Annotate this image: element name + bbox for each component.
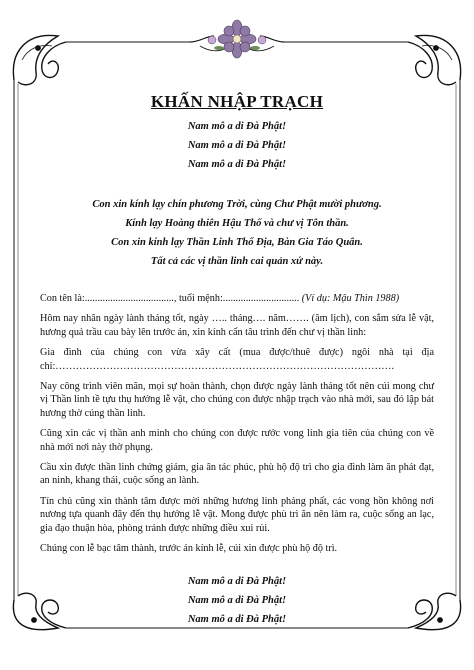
paragraph: Chúng con lễ bạc tâm thành, trước án kính lễ, cúi xin được phù hộ độ trì. <box>40 543 338 555</box>
invocation-line: Nam mô a di Đà Phật! <box>187 140 287 151</box>
paragraph: Cầu xin được thần linh chứng giám, gia ân tác phúc, phù hộ độ trì cho gia đình làm ăn phát đạt, an ninh, khang thái, cuộc sống an lành. <box>40 462 434 487</box>
document-body <box>40 92 434 629</box>
document-title: KHẤN NHẬP TRẠCH <box>150 92 324 111</box>
invocation-line: Nam mô a di Đà Phật! <box>187 121 287 132</box>
name-line-text: Con tên là:..................................., tuổi mệnh:.............................. <box>40 293 300 304</box>
invocation-line: Nam mô a di Đà Phật! <box>187 575 287 587</box>
corner-flourish-top-left <box>13 35 66 84</box>
invocation-line: Nam mô a di Đà Phật! <box>187 159 287 170</box>
name-line-example: (Ví dụ: Mậu Thìn 1988) <box>301 293 400 304</box>
name-line <box>40 292 434 305</box>
salutation-line: Con xin kính lạy chín phương Trời, cùng Chư Phật mười phương. <box>92 199 382 210</box>
paragraph: Cũng xin các vị thần anh minh cho chúng con được rước vong linh gia tiên của chúng con về nhà mới nơi này thờ phụng. <box>40 428 434 453</box>
opening-invocations <box>40 117 434 174</box>
salutation-line: Tất cả các vị thần linh cai quản xứ này. <box>150 256 324 267</box>
salutation-line: Kính lạy Hoàng thiên Hậu Thổ và chư vị Tôn thần. <box>125 218 349 229</box>
invocation-line: Nam mô a di Đà Phật! <box>187 613 287 625</box>
paragraph: Tín chủ cũng xin thành tâm được mời những hương linh phảng phất, các vong hồn không nơi nương tựa quanh đây đến thụ hưởng lễ vật. Mong được phù trì ăn nên làm ra, cuộc sống an lạc, gia đạo thuận hòa, phòng tránh được những điều xui rủi. <box>40 495 434 534</box>
corner-flourish-top-right <box>408 35 461 84</box>
salutation-block <box>40 195 434 271</box>
paragraph: Nay công trình viên mãn, mọi sự hoàn thành, chọn được ngày lành tháng tốt nên cúi mong chư vị Thần linh tề tựu thụ hưởng lễ vật, cho chúng con được nhập trạch vào nhà mới, sau đó lập bát hương thờ cúng thần linh. <box>40 381 434 419</box>
paragraph: Gia đình của chúng con vừa xây cất (mua được/thuê được) ngôi nhà tại địa chỉ:………………………………………………………………………………………. <box>40 347 434 372</box>
paragraph: Hôm nay nhân ngày lành tháng tốt, ngày ….. tháng…. năm……. (âm lịch), con sắm sửa lễ vật, hương quả trầu cau bày lên trước án, xin kính cẩn tâu trình đến chư vị thần linh: <box>40 313 434 338</box>
flower-ornament-icon <box>190 20 284 58</box>
closing-invocations <box>40 572 434 629</box>
invocation-line: Nam mô a di Đà Phật! <box>187 594 287 606</box>
salutation-line: Con xin kính lạy Thần Linh Thổ Địa, Bàn Gia Táo Quân. <box>111 237 363 248</box>
